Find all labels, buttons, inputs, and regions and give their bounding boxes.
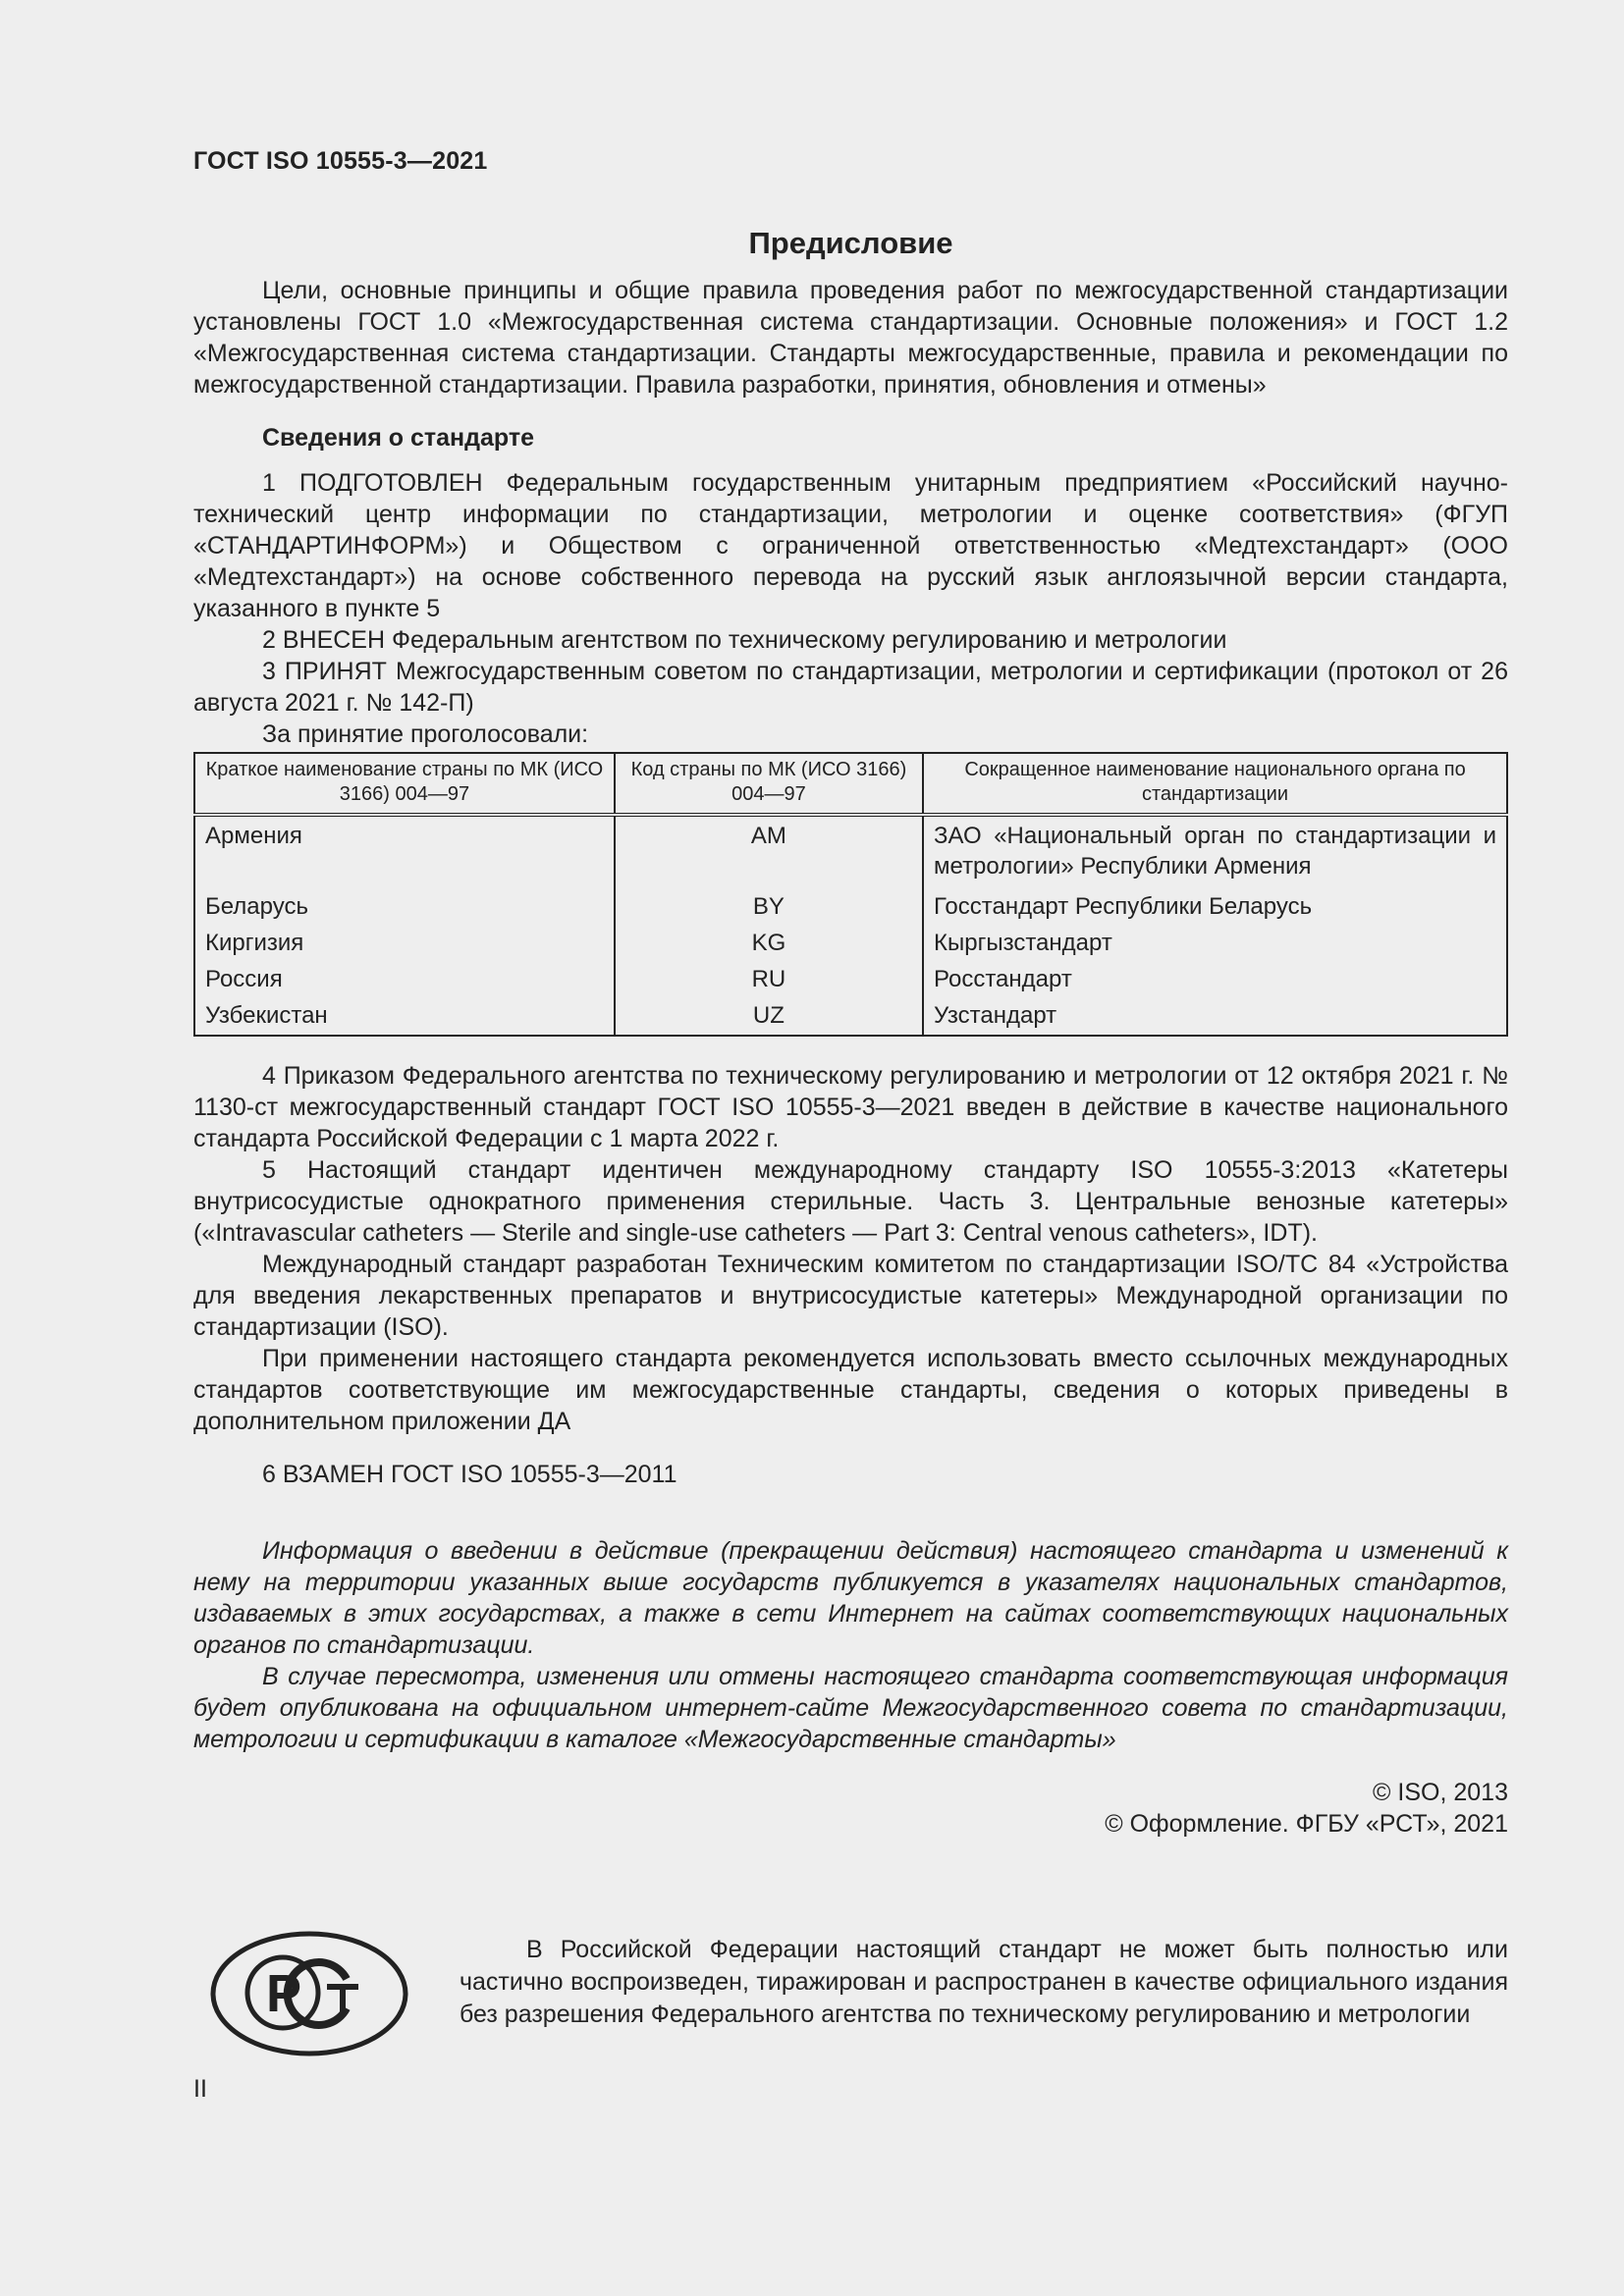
item-6-paragraph: 6 ВЗАМЕН ГОСТ ISO 10555-3—2011	[262, 1461, 677, 1488]
table-header-body: Сокращенное наименование национального органа по стандартизации	[923, 753, 1507, 815]
item-4-paragraph: 4 Приказом Федерального агентства по техническому регулированию и метрологии от 12 октября 2021 г. № 1130-ст межгосударственный стандарт ГОСТ ISO 10555-3—2021 введен в действие в качестве национального стандарта Российской Федерации с 1 марта 2022 г.	[193, 1062, 1508, 1152]
info-paragraph: Информация о введении в действие (прекращении действия) настоящего стандарта и изменений к нему на территории указанных выше государств публикуется в указателях национальных стандартов, издаваемых в этих государствах, а также в сети Интернет на сайтах соответствующих национальных органов по стандартизации.	[193, 1537, 1508, 1659]
item-5-tc-paragraph: Международный стандарт разработан Техническим комитетом по стандартизации ISO/TC 84 «Устройства для введения лекарственных препаратов и внутрисосудистые катетеры» Международной организации по стандартизации (ISO).	[193, 1251, 1508, 1341]
item-3-paragraph: 3 ПРИНЯТ Межгосударственным советом по стандартизации, метрологии и сертификации (протокол от 26 августа 2021 г. № 142-П)	[193, 658, 1508, 717]
table-row	[194, 962, 1507, 998]
table-cell-country: Россия	[205, 966, 283, 992]
table-cell-body: Росстандарт	[923, 962, 1507, 998]
item-2-paragraph: 2 ВНЕСЕН Федеральным агентством по техническому регулированию и метрологии	[262, 626, 1227, 654]
table-cell-code: BY	[615, 889, 923, 926]
intro-paragraph: Цели, основные принципы и общие правила проведения работ по межгосударственной стандартизации установлены ГОСТ 1.0 «Межгосударственная система стандартизации. Основные положения» и ГОСТ 1.2 «Межгосударственная система стандартизации. Стандарты межгосударственные, правила и рекомендации по межгосударственной стандартизации. Правила разработки, принятия, обновления и отмены»	[193, 277, 1508, 399]
table-cell-body: Узстандарт	[923, 998, 1507, 1036]
reproduction-notice	[460, 1934, 1508, 2031]
copyright-iso: © ISO, 2013	[1373, 1779, 1508, 1806]
table-row	[194, 889, 1507, 926]
table-row	[194, 998, 1507, 1036]
page-number: II	[193, 2075, 207, 2103]
revision-paragraph: В случае пересмотра, изменения или отмены настоящего стандарта соответствующая информация будет опубликована на официальном интернет-сайте Межгосударственного совета по стандартизации, метрологии и сертификации в каталоге «Межгосударственные стандарты»	[193, 1663, 1508, 1753]
item-5-paragraph: 5 Настоящий стандарт идентичен международному стандарту ISO 10555-3:2013 «Катетеры внутрисосудистые однократного применения стерильные. Часть 3. Центральные венозные катетеры» («Intravascular catheters — Sterile and single-use catheters — Part 3: Central venous catheters», IDT).	[193, 1156, 1508, 1247]
item-1-paragraph: 1 ПОДГОТОВЛЕН Федеральным государственным унитарным предприятием «Российский научно-технический центр информации по стандартизации, метрологии и оценке соответствия» (ФГУП «СТАНДАРТИНФОРМ») и Обществом с ограниченной ответственностью «Медтехстандарт» (ООО «Медтехстандарт») на основе собственного перевода на русский язык англоязычной версии стандарта, указанного в пункте 5	[193, 469, 1508, 622]
table-header-code: Код страны по МК (ИСО 3166) 004—97	[615, 753, 923, 815]
svg-text:Р: Р	[266, 1964, 302, 2023]
vote-intro: За принятие проголосовали:	[262, 721, 589, 748]
table-row	[194, 815, 1507, 889]
table-cell-code: RU	[615, 962, 923, 998]
copyright-design: © Оформление. ФГБУ «РСТ», 2021	[1105, 1810, 1508, 1838]
preface-content	[193, 220, 1508, 1840]
table-cell-code: AM	[615, 815, 923, 889]
table-cell-country: Узбекистан	[205, 1002, 328, 1029]
reproduction-notice-text: В Российской Федерации настоящий стандарт не может быть полностью или частично воспроизведен, тиражирован и распространен в качестве официального издания без разрешения Федерального агентства по техническому регулированию и метрологии	[460, 1936, 1508, 2028]
table-cell-code: UZ	[615, 998, 923, 1036]
table-cell-country: Беларусь	[205, 893, 308, 920]
table-header-country: Краткое наименование страны по МК (ИСО 3166) 004—97	[194, 753, 615, 815]
table-row	[194, 926, 1507, 962]
vote-table	[193, 752, 1508, 1037]
copyright-block	[193, 1777, 1508, 1840]
page-title: Предисловие	[748, 226, 953, 260]
section-heading: Сведения о стандарте	[262, 424, 535, 452]
document-header: ГОСТ ISO 10555-3—2021	[193, 147, 488, 175]
item-5-reference-paragraph: При применении настоящего стандарта рекомендуется использовать вместо ссылочных международных стандартов соответствующие им межгосударственные стандарты, сведения о которых приведены в дополнительном приложении ДА	[193, 1345, 1508, 1435]
table-cell-code: KG	[615, 926, 923, 962]
table-cell-country: Армения	[205, 823, 302, 849]
rst-certification-logo-icon	[209, 1930, 409, 2057]
table-cell-body: ЗАО «Национальный орган по стандартизации и метрологии» Республики Армения	[923, 815, 1507, 889]
table-header-row	[194, 753, 1507, 815]
table-cell-country: Киргизия	[205, 930, 304, 956]
table-cell-body: Госстандарт Республики Беларусь	[923, 889, 1507, 926]
table-cell-body: Кыргызстандарт	[923, 926, 1507, 962]
